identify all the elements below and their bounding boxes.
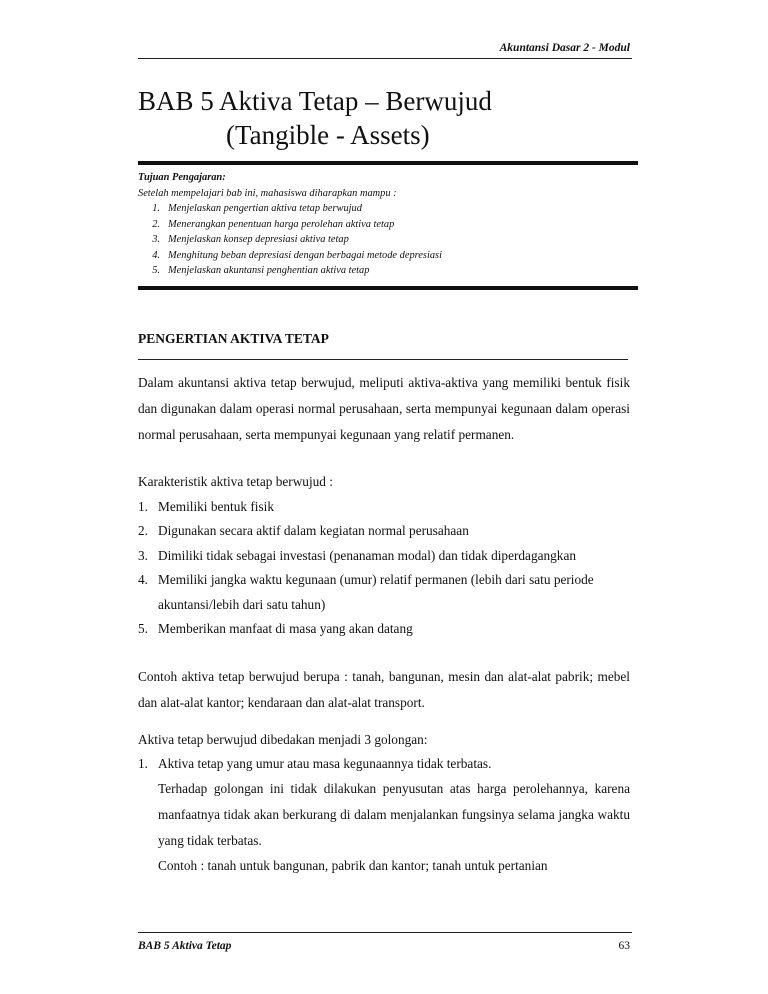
list-item xyxy=(138,232,638,248)
list-item xyxy=(138,201,638,217)
groups-intro: Aktiva tetap berwujud dibedakan menjadi 3 golongan: xyxy=(138,732,428,747)
learning-objectives xyxy=(138,170,638,279)
characteristics-block xyxy=(138,470,630,642)
chapter-title xyxy=(138,84,492,152)
header-rule xyxy=(138,58,632,59)
item-text: Memiliki jangka waktu kegunaan (umur) relatif permanen (lebih dari satu periode akuntansi/lebih dari satu tahun) xyxy=(158,572,594,612)
definition-paragraph: Dalam akuntansi aktiva tetap berwujud, meliputi aktiva-aktiva yang memiliki bentuk fisik dan digunakan dalam operasi normal perusahaan, serta mempunyai kegunaan dalam operasi normal perusahaan, serta mempunyai kegunaan yang relatif permanen. xyxy=(138,375,630,442)
item-number: 3. xyxy=(138,547,148,563)
objectives-bottom-rule xyxy=(138,286,638,290)
item-text: Memiliki bentuk fisik xyxy=(158,498,274,514)
item-number: 2. xyxy=(152,218,160,230)
group-detail: Terhadap golongan ini tidak dilakukan penyusutan atas harga perolehannya, karena manfaatnya tidak akan berkurang di dalam menjalankan fungsinya selama jangka waktu yang tidak terbatas. xyxy=(158,781,630,848)
page-number: 63 xyxy=(618,940,630,952)
footer-chapter: BAB 5 Aktiva Tetap xyxy=(138,940,232,952)
list-item xyxy=(138,217,638,233)
item-number: 5. xyxy=(138,621,148,636)
item-number: 5. xyxy=(152,265,160,276)
item-number: 3. xyxy=(152,234,160,245)
chapter-title-line1: BAB 5 Aktiva Tetap – Berwujud xyxy=(138,86,492,116)
groups-list xyxy=(138,752,630,776)
objectives-top-rule xyxy=(138,161,638,165)
objectives-intro: Setelah mempelajari bab ini, mahasiswa diharapkan mampu : xyxy=(138,187,397,199)
list-item xyxy=(138,568,630,617)
list-item xyxy=(138,544,630,569)
list-item xyxy=(138,263,638,279)
item-text: Dimiliki tidak sebagai investasi (penanaman modal) dan tidak diperdagangkan xyxy=(158,547,576,563)
item-text: Menghitung beban depresiasi dengan berbagai metode depresiasi xyxy=(168,249,442,261)
groups-block xyxy=(138,728,630,878)
list-item xyxy=(138,248,638,264)
item-text: Menjelaskan konsep depresiasi aktiva tetap xyxy=(168,234,349,245)
running-header: Akuntansi Dasar 2 - Modul xyxy=(499,42,630,54)
list-item xyxy=(138,752,630,776)
item-text: Aktiva tetap yang umur atau masa kegunaannya tidak terbatas. xyxy=(158,756,492,771)
section-heading: PENGERTIAN AKTIVA TETAP xyxy=(138,331,329,346)
item-text: Menerangkan penentuan harga perolehan aktiva tetap xyxy=(168,218,395,230)
item-number: 2. xyxy=(138,523,148,538)
list-item xyxy=(138,519,630,544)
item-number: 1. xyxy=(152,203,160,214)
chapter-title-line2: (Tangible - Assets) xyxy=(226,120,430,150)
item-text: Menjelaskan pengertian aktiva tetap berwujud xyxy=(168,203,362,214)
group-example: Contoh : tanah untuk bangunan, pabrik dan kantor; tanah untuk pertanian xyxy=(158,858,548,873)
item-text: Memberikan manfaat di masa yang akan datang xyxy=(158,621,413,636)
objectives-list xyxy=(138,201,638,279)
section-rule xyxy=(138,359,628,360)
item-number: 4. xyxy=(138,572,148,587)
item-number: 1. xyxy=(138,498,148,514)
list-item xyxy=(138,617,630,642)
footer-rule xyxy=(138,932,632,933)
item-text: Menjelaskan akuntansi penghentian aktiva tetap xyxy=(168,265,370,276)
examples-paragraph: Contoh aktiva tetap berwujud berupa : tanah, bangunan, mesin dan alat-alat pabrik; mebel dan alat-alat kantor; kendaraan dan alat-alat transport. xyxy=(138,669,630,710)
list-item xyxy=(138,495,630,520)
item-text: Digunakan secara aktif dalam kegiatan normal perusahaan xyxy=(158,523,469,538)
objectives-title: Tujuan Pengajaran: xyxy=(138,172,226,183)
characteristics-list xyxy=(138,495,630,642)
item-number: 1. xyxy=(138,756,148,771)
characteristics-intro: Karakteristik aktiva tetap berwujud : xyxy=(138,474,333,489)
item-number: 4. xyxy=(152,249,160,261)
